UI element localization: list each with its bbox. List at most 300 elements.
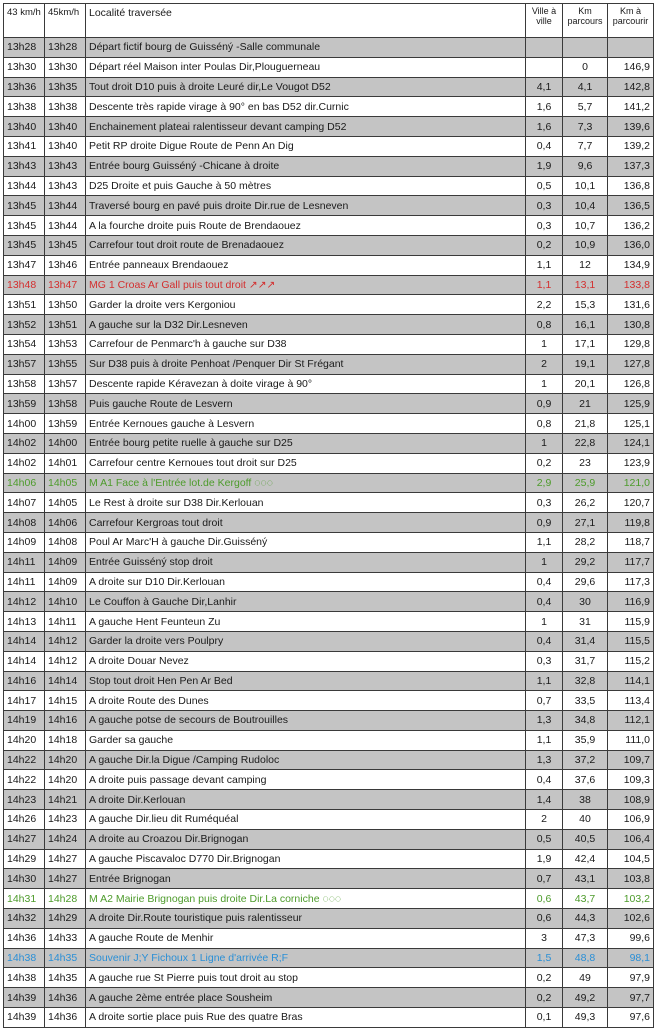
time-43-cell: 13h45 [4,235,45,255]
km-remaining-cell: 136,2 [608,216,654,236]
town-to-town-cell: 1 [526,374,563,394]
town-to-town-cell: 0,6 [526,889,563,909]
locality-cell: Entrée bourg Guisséný -Chicane à droite [86,156,526,176]
km-covered-cell: 17,1 [563,334,608,354]
town-to-town-cell: 0,4 [526,770,563,790]
km-remaining-cell [608,38,654,58]
km-covered-cell: 42,4 [563,849,608,869]
table-row [4,77,654,97]
time-45-cell: 14h08 [45,532,86,552]
table-body [4,38,654,1028]
km-covered-cell: 33,5 [563,691,608,711]
km-remaining-cell: 114,1 [608,671,654,691]
km-remaining-cell: 130,8 [608,315,654,335]
town-to-town-cell: 1,9 [526,849,563,869]
time-45-cell: 13h46 [45,255,86,275]
km-remaining-cell: 112,1 [608,711,654,731]
time-43-cell: 14h31 [4,889,45,909]
km-covered-cell: 12 [563,255,608,275]
time-45-cell: 13h35 [45,77,86,97]
town-to-town-cell: 1 [526,612,563,632]
town-to-town-cell: 1,6 [526,117,563,137]
table-row [4,334,654,354]
km-covered-cell: 30 [563,592,608,612]
time-43-cell: 14h14 [4,631,45,651]
km-remaining-cell: 125,1 [608,414,654,434]
locality-cell: Garder la droite vers Poulpry [86,631,526,651]
km-covered-cell: 49,2 [563,988,608,1008]
km-remaining-cell: 115,5 [608,631,654,651]
locality-cell: A droite Dir.Kerlouan [86,790,526,810]
table-row [4,354,654,374]
time-43-cell: 14h26 [4,810,45,830]
km-covered-cell: 10,7 [563,216,608,236]
table-row [4,770,654,790]
table-row [4,651,654,671]
km-covered-cell: 26,2 [563,493,608,513]
km-remaining-cell: 139,6 [608,117,654,137]
town-to-town-cell: 4,1 [526,77,563,97]
km-covered-cell: 38 [563,790,608,810]
locality-cell: Tout droit D10 puis à droite Leuré dir,Le Vougot D52 [86,77,526,97]
time-45-cell: 14h35 [45,968,86,988]
roadbook-table [3,3,654,1028]
time-43-cell: 13h44 [4,176,45,196]
locality-cell: D25 Droite et puis Gauche à 50 mètres [86,176,526,196]
km-remaining-cell: 134,9 [608,255,654,275]
km-covered-cell: 49,3 [563,1008,608,1028]
km-remaining-cell: 136,8 [608,176,654,196]
time-45-cell: 14h36 [45,988,86,1008]
locality-cell: Entrée bourg petite ruelle à gauche sur D25 [86,433,526,453]
time-45-cell: 14h11 [45,612,86,632]
km-covered-cell: 28,2 [563,532,608,552]
km-remaining-cell: 116,9 [608,592,654,612]
time-45-cell: 13h59 [45,414,86,434]
table-row [4,572,654,592]
town-to-town-cell: 3 [526,928,563,948]
time-43-cell: 14h39 [4,988,45,1008]
time-43-cell: 14h20 [4,730,45,750]
town-to-town-cell: 1,1 [526,275,563,295]
km-covered-cell: 44,3 [563,909,608,929]
time-43-cell: 14h11 [4,552,45,572]
km-covered-cell: 32,8 [563,671,608,691]
km-remaining-cell: 123,9 [608,453,654,473]
km-covered-cell: 22,8 [563,433,608,453]
time-43-cell: 13h28 [4,38,45,58]
table-row [4,631,654,651]
locality-cell: A gauche Dir.la Digue /Camping Rudoloc [86,750,526,770]
locality-cell: A droite Douar Nevez [86,651,526,671]
time-43-cell: 14h17 [4,691,45,711]
table-row [4,38,654,58]
time-43-cell: 14h00 [4,414,45,434]
time-43-cell: 13h47 [4,255,45,275]
time-45-cell: 14h27 [45,869,86,889]
km-remaining-cell: 109,3 [608,770,654,790]
km-covered-cell: 21,8 [563,414,608,434]
table-row [4,513,654,533]
table-row [4,216,654,236]
time-45-cell: 14h18 [45,730,86,750]
km-remaining-cell: 136,5 [608,196,654,216]
km-covered-cell: 7,3 [563,117,608,137]
time-45-cell: 13h40 [45,136,86,156]
locality-cell: Traversé bourg en pavé puis droite Dir.rue de Lesneven [86,196,526,216]
km-covered-cell: 19,1 [563,354,608,374]
locality-cell: Puis gauche Route de Lesvern [86,394,526,414]
town-to-town-cell: 1,4 [526,790,563,810]
table-row [4,750,654,770]
locality-cell: Stop tout droit Hen Pen Ar Bed [86,671,526,691]
town-to-town-cell: 1,5 [526,948,563,968]
table-row [4,275,654,295]
time-45-cell: 14h35 [45,948,86,968]
town-to-town-cell: 1,6 [526,97,563,117]
km-covered-cell [563,38,608,58]
town-to-town-cell: 0,7 [526,869,563,889]
locality-cell: Départ réel Maison inter Poulas Dir,Plouguerneau [86,57,526,77]
time-43-cell: 13h30 [4,57,45,77]
table-row [4,790,654,810]
time-43-cell: 14h19 [4,711,45,731]
time-45-cell: 14h36 [45,1008,86,1028]
table-row [4,691,654,711]
time-43-cell: 13h51 [4,295,45,315]
locality-cell: Petit RP droite Digue Route de Penn An Dig [86,136,526,156]
town-to-town-cell: 1,3 [526,750,563,770]
km-covered-cell: 16,1 [563,315,608,335]
km-remaining-cell: 104,5 [608,849,654,869]
time-45-cell: 13h57 [45,374,86,394]
locality-cell: A droite Route des Dunes [86,691,526,711]
town-to-town-cell: 0,9 [526,513,563,533]
time-45-cell: 13h40 [45,117,86,137]
km-covered-cell: 23 [563,453,608,473]
time-43-cell: 14h02 [4,433,45,453]
table-row [4,909,654,929]
time-45-cell: 14h14 [45,671,86,691]
km-remaining-cell: 118,7 [608,532,654,552]
locality-cell: Descente rapide Kéravezan à doite virage à 90° [86,374,526,394]
time-45-cell: 13h38 [45,97,86,117]
town-to-town-cell: 0,5 [526,829,563,849]
km-remaining-cell: 129,8 [608,334,654,354]
town-to-town-cell: 1,1 [526,255,563,275]
time-45-cell: 13h58 [45,394,86,414]
km-remaining-cell: 117,3 [608,572,654,592]
table-row [4,394,654,414]
time-43-cell: 13h43 [4,156,45,176]
time-43-cell: 14h08 [4,513,45,533]
table-row [4,473,654,493]
time-45-cell: 13h55 [45,354,86,374]
time-45-cell: 14h20 [45,770,86,790]
locality-cell: Souvenir J;Y Fichoux 1 Ligne d'arrivée R;F [86,948,526,968]
locality-cell: Le Couffon à Gauche Dir,Lanhir [86,592,526,612]
table-row [4,295,654,315]
header-km-remaining: Km à parcourir [608,4,654,38]
km-covered-cell: 10,1 [563,176,608,196]
town-to-town-cell: 0,4 [526,592,563,612]
km-remaining-cell: 142,8 [608,77,654,97]
time-45-cell: 13h43 [45,176,86,196]
time-43-cell: 13h54 [4,334,45,354]
locality-cell: A droite Dir.Route touristique puis ralentisseur [86,909,526,929]
table-row [4,810,654,830]
time-43-cell: 13h48 [4,275,45,295]
table-row [4,928,654,948]
km-remaining-cell: 97,9 [608,968,654,988]
km-covered-cell: 35,9 [563,730,608,750]
km-covered-cell: 37,6 [563,770,608,790]
table-row [4,592,654,612]
locality-cell: Carrefour centre Kernoues tout droit sur D25 [86,453,526,473]
town-to-town-cell: 0,3 [526,493,563,513]
locality-cell: A droite puis passage devant camping [86,770,526,790]
km-remaining-cell: 108,9 [608,790,654,810]
km-covered-cell: 13,1 [563,275,608,295]
town-to-town-cell: 1,3 [526,711,563,731]
time-43-cell: 14h22 [4,750,45,770]
km-covered-cell: 31,7 [563,651,608,671]
km-covered-cell: 4,1 [563,77,608,97]
table-row [4,730,654,750]
km-covered-cell: 43,1 [563,869,608,889]
town-to-town-cell: 1,1 [526,671,563,691]
town-to-town-cell: 0,4 [526,572,563,592]
table-row [4,889,654,909]
time-45-cell: 14h27 [45,849,86,869]
table-row [4,453,654,473]
km-remaining-cell: 97,7 [608,988,654,1008]
time-43-cell: 14h22 [4,770,45,790]
town-to-town-cell: 0,3 [526,216,563,236]
km-covered-cell: 47,3 [563,928,608,948]
time-45-cell: 14h01 [45,453,86,473]
time-45-cell: 14h20 [45,750,86,770]
locality-cell: A gauche 2ème entrée place Sousheim [86,988,526,1008]
km-covered-cell: 37,2 [563,750,608,770]
time-45-cell: 14h33 [45,928,86,948]
time-43-cell: 14h36 [4,928,45,948]
locality-cell: Descente très rapide virage à 90° en bas D52 dir.Curnic [86,97,526,117]
town-to-town-cell: 2,9 [526,473,563,493]
table-row [4,869,654,889]
town-to-town-cell: 0,2 [526,968,563,988]
locality-cell: Entrée Guisséný stop droit [86,552,526,572]
time-45-cell: 14h00 [45,433,86,453]
town-to-town-cell [526,38,563,58]
time-45-cell: 13h30 [45,57,86,77]
locality-cell: Garder la droite vers Kergoniou [86,295,526,315]
time-43-cell: 14h13 [4,612,45,632]
locality-cell: A gauche Hent Feunteun Zu [86,612,526,632]
time-45-cell: 14h29 [45,909,86,929]
town-to-town-cell: 2,2 [526,295,563,315]
locality-cell: Poul Ar Marc'H à gauche Dir.Guisséný [86,532,526,552]
time-45-cell: 13h50 [45,295,86,315]
km-covered-cell: 29,2 [563,552,608,572]
km-remaining-cell: 124,1 [608,433,654,453]
km-covered-cell: 40 [563,810,608,830]
time-43-cell: 14h12 [4,592,45,612]
km-remaining-cell: 103,2 [608,889,654,909]
km-covered-cell: 34,8 [563,711,608,731]
km-remaining-cell: 119,8 [608,513,654,533]
time-43-cell: 13h41 [4,136,45,156]
locality-cell: Garder sa gauche [86,730,526,750]
time-45-cell: 13h53 [45,334,86,354]
time-43-cell: 13h45 [4,216,45,236]
locality-cell: A droite sortie place puis Rue des quatre Bras [86,1008,526,1028]
town-to-town-cell: 0,4 [526,631,563,651]
table-row [4,117,654,137]
town-to-town-cell: 0,8 [526,414,563,434]
time-43-cell: 14h11 [4,572,45,592]
table-row [4,968,654,988]
time-45-cell: 13h44 [45,216,86,236]
locality-cell: A la fourche droite puis Route de Brendaouez [86,216,526,236]
km-remaining-cell: 103,8 [608,869,654,889]
km-remaining-cell: 111,0 [608,730,654,750]
locality-cell: MG 1 Croas Ar Gall puis tout droit ↗↗↗ [86,275,526,295]
km-remaining-cell: 113,4 [608,691,654,711]
town-to-town-cell: 0,3 [526,196,563,216]
time-45-cell: 14h28 [45,889,86,909]
locality-cell: A gauche potse de secours de Boutrouilles [86,711,526,731]
time-45-cell: 13h44 [45,196,86,216]
time-43-cell: 14h38 [4,968,45,988]
time-45-cell: 14h15 [45,691,86,711]
km-remaining-cell: 102,6 [608,909,654,929]
locality-cell: Carrefour de Penmarc'h à gauche sur D38 [86,334,526,354]
km-remaining-cell: 121,0 [608,473,654,493]
km-covered-cell: 9,6 [563,156,608,176]
table-row [4,849,654,869]
km-covered-cell: 21 [563,394,608,414]
km-covered-cell: 10,9 [563,235,608,255]
km-remaining-cell: 125,9 [608,394,654,414]
table-row [4,493,654,513]
time-45-cell: 14h09 [45,552,86,572]
table-row [4,235,654,255]
time-43-cell: 14h32 [4,909,45,929]
table-row [4,136,654,156]
time-43-cell: 13h36 [4,77,45,97]
time-45-cell: 14h06 [45,513,86,533]
table-row [4,97,654,117]
km-remaining-cell: 98,1 [608,948,654,968]
table-row [4,829,654,849]
time-45-cell: 13h43 [45,156,86,176]
km-remaining-cell: 141,2 [608,97,654,117]
km-remaining-cell: 139,2 [608,136,654,156]
km-covered-cell: 31 [563,612,608,632]
time-45-cell: 14h12 [45,651,86,671]
time-43-cell: 14h30 [4,869,45,889]
km-remaining-cell: 99,6 [608,928,654,948]
km-covered-cell: 31,4 [563,631,608,651]
time-43-cell: 14h23 [4,790,45,810]
table-row [4,948,654,968]
table-row [4,671,654,691]
town-to-town-cell: 1,9 [526,156,563,176]
time-45-cell: 13h47 [45,275,86,295]
town-to-town-cell: 0,2 [526,453,563,473]
time-43-cell: 14h27 [4,829,45,849]
locality-cell: Carrefour Kergroas tout droit [86,513,526,533]
header-locality: Localité traversée [86,4,526,38]
time-45-cell: 14h24 [45,829,86,849]
header-row [4,4,654,38]
time-43-cell: 14h09 [4,532,45,552]
km-remaining-cell: 97,6 [608,1008,654,1028]
locality-cell: A gauche Dir.lieu dit Ruméquéal [86,810,526,830]
locality-cell: Le Rest à droite sur D38 Dir.Kerlouan [86,493,526,513]
km-covered-cell: 10,4 [563,196,608,216]
time-43-cell: 13h52 [4,315,45,335]
km-covered-cell: 0 [563,57,608,77]
km-covered-cell: 20,1 [563,374,608,394]
km-remaining-cell: 106,4 [608,829,654,849]
town-to-town-cell: 0,2 [526,988,563,1008]
time-45-cell: 13h51 [45,315,86,335]
km-covered-cell: 40,5 [563,829,608,849]
town-to-town-cell [526,57,563,77]
time-45-cell: 13h28 [45,38,86,58]
km-remaining-cell: 115,9 [608,612,654,632]
time-45-cell: 14h16 [45,711,86,731]
town-to-town-cell: 0,6 [526,909,563,929]
locality-cell: Carrefour tout droit route de Brenadaouez [86,235,526,255]
locality-cell: A gauche Route de Menhir [86,928,526,948]
time-43-cell: 14h39 [4,1008,45,1028]
table-row [4,552,654,572]
locality-cell: A gauche Piscavaloc D770 Dir.Brignogan [86,849,526,869]
km-remaining-cell: 117,7 [608,552,654,572]
locality-cell: Entrée panneaux Brendaouez [86,255,526,275]
km-remaining-cell: 120,7 [608,493,654,513]
town-to-town-cell: 0,7 [526,691,563,711]
table-row [4,532,654,552]
town-to-town-cell: 0,9 [526,394,563,414]
km-remaining-cell: 131,6 [608,295,654,315]
km-remaining-cell: 137,3 [608,156,654,176]
locality-cell: M A2 Mairie Brignogan puis droite Dir.La corniche ◌◌◌ [86,889,526,909]
time-43-cell: 14h06 [4,473,45,493]
locality-cell: M A1 Face à l'Entrée lot.de Kergoff ◌◌◌ [86,473,526,493]
locality-cell: Départ fictif bourg de Guisséný -Salle communale [86,38,526,58]
time-45-cell: 13h45 [45,235,86,255]
table-row [4,57,654,77]
locality-cell: Entrée Kernoues gauche à Lesvern [86,414,526,434]
locality-cell: A gauche rue St Pierre puis tout droit au stop [86,968,526,988]
header-town-to-town: Ville à ville [526,4,563,38]
table-row [4,711,654,731]
town-to-town-cell: 0,5 [526,176,563,196]
table-row [4,255,654,275]
time-43-cell: 13h59 [4,394,45,414]
time-43-cell: 14h16 [4,671,45,691]
town-to-town-cell: 2 [526,810,563,830]
time-43-cell: 13h38 [4,97,45,117]
time-43-cell: 13h57 [4,354,45,374]
km-covered-cell: 48,8 [563,948,608,968]
km-remaining-cell: 109,7 [608,750,654,770]
time-43-cell: 14h38 [4,948,45,968]
